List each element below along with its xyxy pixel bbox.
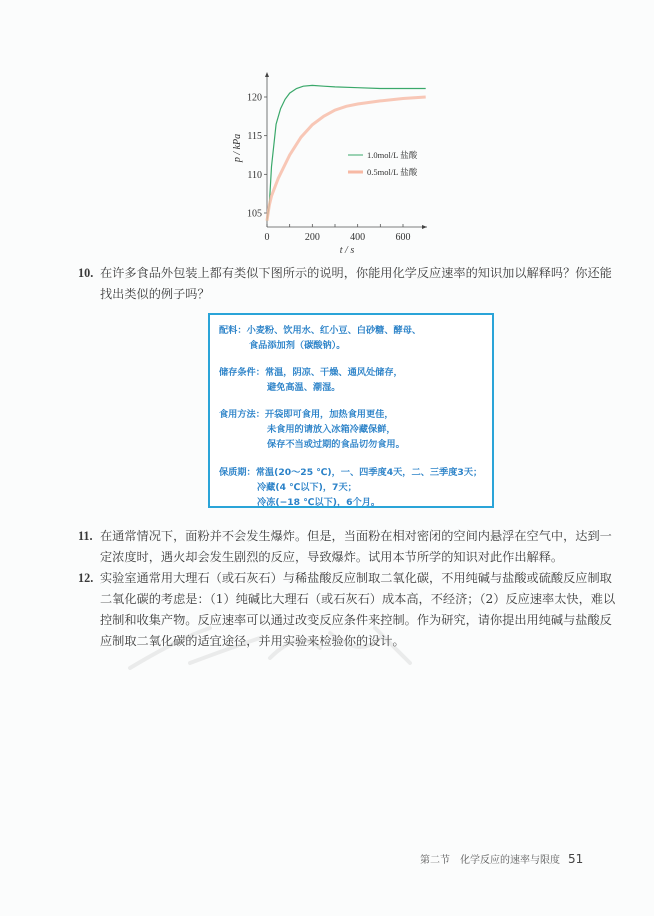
- question-11: [78, 526, 612, 568]
- y-tick-label: 110: [247, 169, 262, 181]
- shelf-life-line: 冷藏(4 ℃以下)，7天；: [257, 482, 357, 493]
- storage-line: 避免高温、潮湿。: [267, 382, 341, 393]
- question-text-line: 应制取二氧化碳的适宜途径，并用实验来检验你的设计。: [100, 634, 405, 648]
- y-axis-label: p / kPa: [232, 133, 243, 163]
- ingredients-line: 食品添加剂（碳酸钠）。: [249, 340, 346, 351]
- usage-line: 保存不当或过期的食品切勿食用。: [267, 439, 405, 450]
- y-axis-arrow-icon: [265, 72, 269, 77]
- usage-section: [219, 407, 405, 452]
- food-label-box: [208, 313, 494, 508]
- legend-label-1: 1.0mol/L 盐酸: [367, 150, 418, 160]
- x-tick-label: 600: [395, 232, 411, 243]
- shelf-life-section: [219, 465, 482, 510]
- question-text-line: 定浓度时，遇火却会发生剧烈的反应，导致爆炸。试用本节所学的知识对此作出解释。: [100, 550, 564, 564]
- x-axis-label: t / s: [339, 245, 355, 256]
- x-axis-arrow-icon: [422, 225, 427, 229]
- y-ticks: [247, 93, 267, 220]
- usage-line: 未食用的请放入冰箱冷藏保鲜，: [267, 424, 396, 435]
- shelf-life-line: 冷冻(−18 ℃以下)，6个月。: [257, 497, 381, 508]
- storage-key: 储存条件：: [219, 367, 265, 378]
- question-number: 10.: [78, 266, 94, 280]
- legend-label-2: 0.5mol/L 盐酸: [367, 167, 418, 177]
- section-title: 第二节 化学反应的速率与限度: [420, 855, 560, 866]
- page-number: 51: [568, 852, 584, 866]
- y-tick-label: 115: [247, 131, 262, 143]
- question-text-line: 实验室通常用大理石（或石灰石）与稀盐酸反应制取二氧化碳，不用纯碱与盐酸或硫酸反应制取: [100, 571, 612, 585]
- y-tick-label: 120: [247, 92, 262, 104]
- y-tick-label: 105: [247, 208, 262, 220]
- ingredients-section: [219, 323, 421, 353]
- question-text-line: 二氧化碳的考虑是：（1）纯碱比大理石（或石灰石）成本高，不经济；（2）反应速率太快，难以: [100, 592, 616, 606]
- x-tick-label: 0: [264, 232, 270, 243]
- question-text-line: 在通常情况下，面粉并不会发生爆炸。但是，当面粉在相对密闭的空间内悬浮在空气中，达到一: [100, 529, 612, 543]
- shelf-life-line: 常温(20～25 ℃)，一、四季度4天，二、三季度3天；: [255, 467, 483, 478]
- page-footer: [420, 851, 583, 866]
- shelf-life-key: 保质期：: [219, 467, 256, 478]
- usage-line: 开袋即可食用，加热食用更佳，: [264, 409, 394, 420]
- storage-line: 常温，阴凉、干燥、通风处储存，: [264, 367, 403, 378]
- x-tick-label: 200: [304, 232, 320, 243]
- usage-key: 食用方法：: [219, 409, 265, 420]
- pressure-time-chart: [230, 70, 450, 260]
- ingredients-key: 配料：: [219, 325, 247, 336]
- x-tick-label: 400: [350, 232, 366, 243]
- question-number: 11.: [78, 529, 93, 543]
- ingredients-line: 小麦粉、饮用水、红小豆、白砂糖、酵母、: [246, 325, 422, 336]
- storage-section: [219, 365, 403, 395]
- question-text-line: 在许多食品外包装上都有类似下图所示的说明，你能用化学反应速率的知识加以解释吗？你还能: [100, 266, 612, 280]
- chart-canvas: [230, 70, 450, 260]
- calligraphy-watermark: [120, 618, 420, 678]
- question-text-line: 找出类似的例子吗？: [100, 287, 210, 301]
- question-text-line: 控制和收集产物。反应速率可以通过改变反应条件来控制。作为研究，请你提出用纯碱与盐酸反: [100, 613, 612, 627]
- question-10: [78, 263, 612, 305]
- question-number: 12.: [78, 571, 94, 585]
